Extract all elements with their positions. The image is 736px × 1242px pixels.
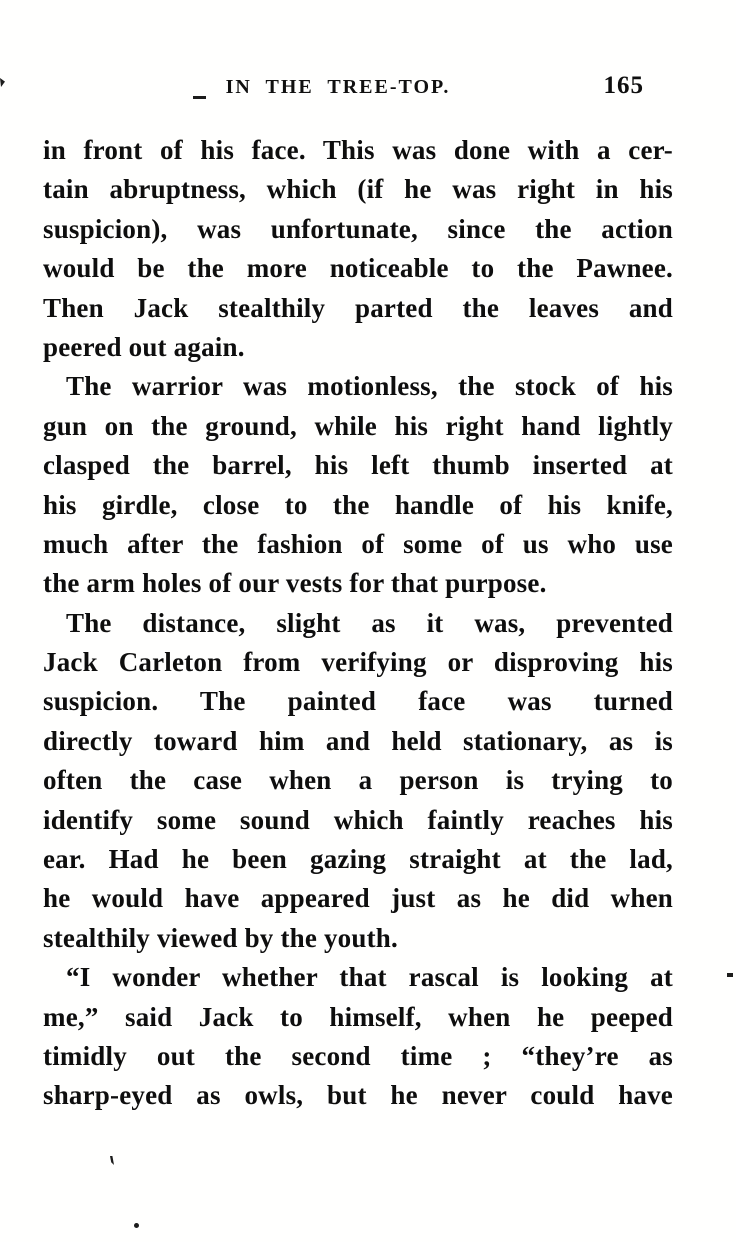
paragraph — [43, 604, 673, 959]
scan-artifact — [110, 1156, 114, 1165]
text-line: would be the more noticeable to the Pawnee. — [43, 253, 673, 284]
text-line: suspicion. The painted face was turned — [43, 686, 673, 717]
text-line: his girdle, close to the handle of his knife, — [43, 489, 673, 520]
text-line: directly toward him and held stationary, as is — [43, 725, 673, 756]
body-text — [43, 131, 673, 1116]
chapter-title: IN THE TREE-TOP. — [225, 76, 451, 98]
text-line: the arm holes of our vests for that purpose. — [43, 568, 547, 599]
text-line: peered out again. — [43, 331, 245, 362]
text-line: often the case when a person is trying to — [43, 765, 673, 796]
paragraph — [43, 131, 673, 367]
text-line: tain abruptness, which (if he was right in his — [43, 174, 673, 205]
text-line: suspicion), was unfortunate, since the action — [43, 213, 673, 244]
text-line: timidly out the second time ; “they’re as — [43, 1040, 673, 1071]
text-line: he would have appeared just as he did when — [43, 883, 673, 914]
text-line: much after the fashion of some of us who use — [43, 528, 673, 559]
text-line: me,” said Jack to himself, when he peeped — [43, 1001, 673, 1032]
page-number: 165 — [603, 72, 644, 99]
text-line: gun on the ground, while his right hand lightly — [43, 410, 673, 441]
running-header — [0, 74, 736, 104]
text-line: The warrior was motionless, the stock of his — [66, 371, 673, 402]
text-line: sharp-eyed as owls, but he never could have — [43, 1080, 673, 1111]
paragraph — [43, 367, 673, 603]
text-line: The distance, slight as it was, prevented — [66, 607, 673, 638]
text-line: Then Jack stealthily parted the leaves and — [43, 292, 673, 323]
text-line: “I wonder whether that rascal is looking at — [66, 962, 673, 993]
scan-artifact — [134, 1223, 139, 1228]
scan-artifact — [727, 973, 733, 977]
text-line: ear. Had he been gazing straight at the lad, — [43, 844, 673, 875]
text-line: Jack Carleton from verifying or disproving his — [43, 647, 673, 678]
paragraph — [43, 958, 673, 1116]
text-line: identify some sound which faintly reaches his — [43, 804, 673, 835]
text-line: in front of his face. This was done with a cer- — [43, 135, 673, 165]
scan-artifact — [193, 96, 206, 99]
text-line: clasped the barrel, his left thumb inserted at — [43, 450, 673, 481]
text-line: stealthily viewed by the youth. — [43, 922, 398, 953]
